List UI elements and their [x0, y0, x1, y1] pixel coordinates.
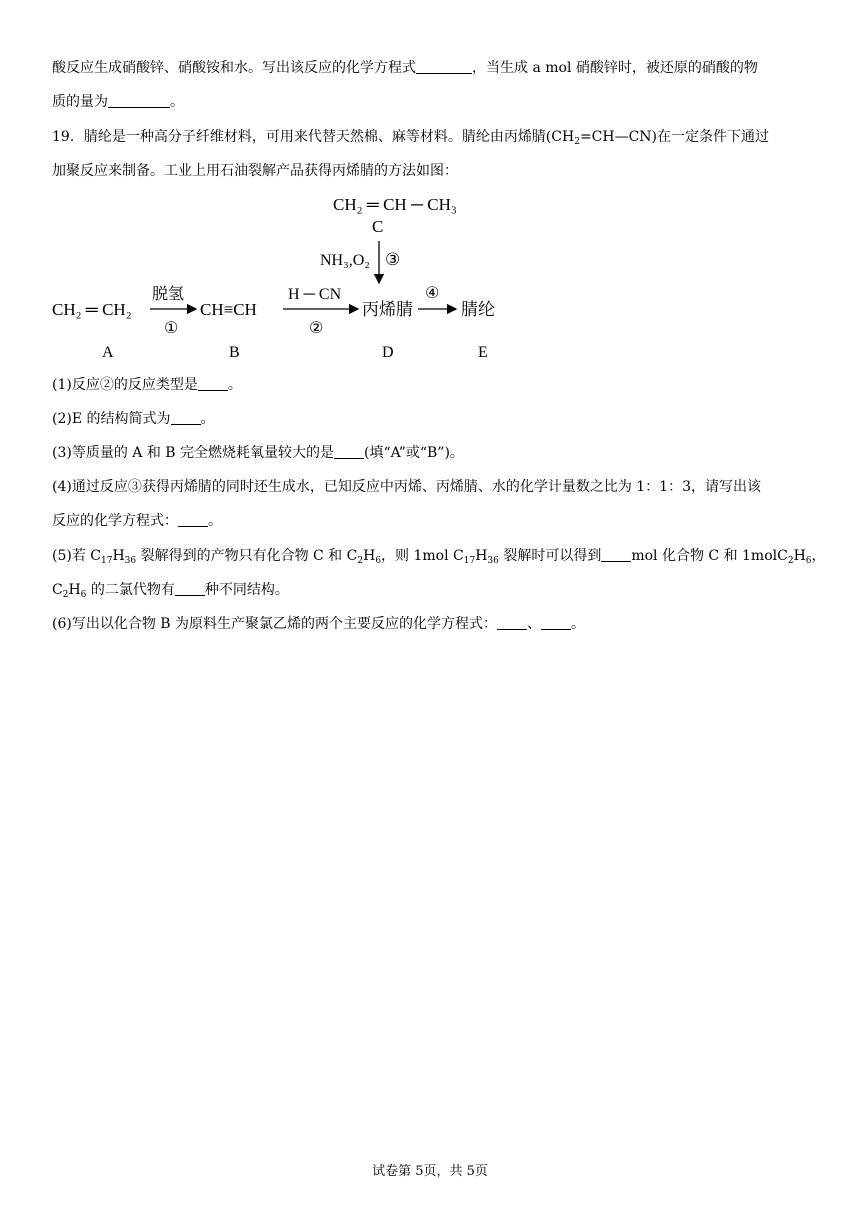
question-4-line-1: [52, 477, 761, 497]
step3-number: ③: [385, 250, 401, 269]
question-1: [52, 375, 242, 395]
q5-text: 的二氯代物有: [86, 582, 175, 598]
compound-d-name: 丙烯腈: [362, 300, 413, 319]
compound-e-name: 腈纶: [461, 300, 495, 319]
q4-text-1: (4)通过反应③获得丙烯腈的同时还生成水，已知反应中丙烯、丙烯腈、水的化学计量数之比为 1：1：3，请写出该: [52, 479, 762, 495]
subscript: 2: [357, 556, 364, 566]
step2-number: ②: [309, 320, 324, 337]
q5-text: 裂解得到的产物只有化合物 C 和 C: [136, 548, 358, 564]
q19-text-1b: =CH—CN)在一定条件下通过: [579, 129, 770, 145]
step2-reagent: H ─ CN: [288, 286, 342, 303]
question-2: [52, 409, 215, 429]
intro-text-2a: 质的量为: [52, 94, 108, 110]
answer-blank[interactable]: [175, 581, 205, 596]
label-d: D: [382, 344, 394, 361]
q6-sep: 、: [527, 616, 542, 632]
q1-end: 。: [227, 377, 242, 393]
step4-number: ④: [425, 285, 440, 302]
subscript: 6: [375, 556, 382, 566]
answer-blank[interactable]: [601, 547, 631, 562]
q5-text: H: [363, 548, 376, 564]
compound-c-letter: C: [372, 217, 384, 236]
q3-text: (3)等质量的 A 和 B 完全燃烧耗氧量较大的是: [52, 445, 335, 461]
intro-line-2: [52, 92, 184, 112]
q5-text: C: [52, 582, 63, 598]
step1-label: 脱氢: [152, 286, 185, 303]
subscript: 17: [463, 556, 476, 566]
q5-text: (5)若 C: [52, 548, 101, 564]
subscript: 2: [62, 590, 69, 600]
label-a: A: [102, 344, 114, 361]
answer-blank[interactable]: [334, 444, 364, 459]
intro-text-1b: ，当生成 a mol 硝酸锌时，被还原的硝酸的物: [472, 60, 758, 76]
q19-stem-line-1: [52, 127, 769, 147]
q4-text-2: 反应的化学方程式：: [52, 513, 178, 529]
subscript: 6: [805, 556, 812, 566]
subscript: 36: [124, 556, 137, 566]
q19-text-2: 加聚反应来制备。工业上用石油裂解产品获得丙烯腈的方法如图：: [52, 163, 458, 179]
question-6: [52, 614, 585, 634]
step1-number: ①: [164, 320, 179, 337]
compound-c-formula: CH₂ ═ CH ─ CH₃: [333, 195, 457, 214]
subscript: 17: [101, 556, 113, 566]
subscript: 36: [487, 556, 499, 566]
q5-text: H: [112, 548, 125, 564]
answer-blank[interactable]: [178, 512, 208, 527]
q5-text: mol 化合物 C 和 1molC: [631, 548, 788, 564]
q5-text: ，: [811, 548, 826, 564]
q5-text: H: [793, 548, 806, 564]
answer-blank[interactable]: [497, 615, 527, 630]
compound-a-formula: CH₂ ═ CH₂: [52, 300, 132, 319]
q5-text: H: [68, 582, 81, 598]
intro-line-1: [52, 58, 758, 78]
answer-blank[interactable]: [416, 59, 472, 74]
intro-text-1a: 酸反应生成硝酸锌、硝酸铵和水。写出该反应的化学方程式: [52, 60, 416, 76]
q1-text: (1)反应②的反应类型是: [52, 377, 198, 393]
label-e: E: [478, 344, 488, 361]
answer-blank[interactable]: [198, 376, 228, 391]
q5-text: H: [475, 548, 488, 564]
question-3: [52, 443, 464, 463]
q6-text: (6)写出以化合物 B 为原料生产聚氯乙烯的两个主要反应的化学方程式：: [52, 616, 498, 632]
q5-text: 裂解时可以得到: [498, 548, 602, 564]
subscript: 6: [80, 590, 87, 600]
answer-blank[interactable]: [108, 93, 170, 108]
label-b: B: [229, 344, 240, 361]
answer-blank[interactable]: [541, 615, 571, 630]
question-4-line-2: [52, 511, 222, 531]
q19-text-1a: 19．腈纶是一种高分子纤维材料，可用来代替天然棉、麻等材料。腈纶由丙烯腈(CH: [52, 129, 575, 145]
q5-text: ，则 1mol C: [381, 548, 464, 564]
compound-b-formula: CH≡CH: [200, 300, 257, 319]
q2-end: 。: [200, 411, 215, 427]
q6-end: 。: [571, 616, 586, 632]
intro-text-2b: 。: [170, 94, 184, 110]
step3-reagent: NH₃,O₂: [320, 252, 370, 269]
reaction-scheme: [0, 185, 860, 365]
question-5-line-1: [52, 546, 826, 566]
q19-stem-line-2: [52, 161, 458, 181]
subscript: 2: [574, 137, 580, 147]
subscript: 2: [787, 556, 794, 566]
q5-text: 种不同结构。: [204, 582, 289, 598]
q3-end: (填“A”或“B”)。: [364, 445, 464, 461]
q2-text: (2)E 的结构简式为: [52, 411, 171, 427]
q4-end: 。: [208, 513, 222, 529]
page-footer: 试卷第 5页，共 5页: [372, 1164, 488, 1179]
question-5-line-2: [52, 580, 289, 600]
answer-blank[interactable]: [171, 410, 201, 425]
